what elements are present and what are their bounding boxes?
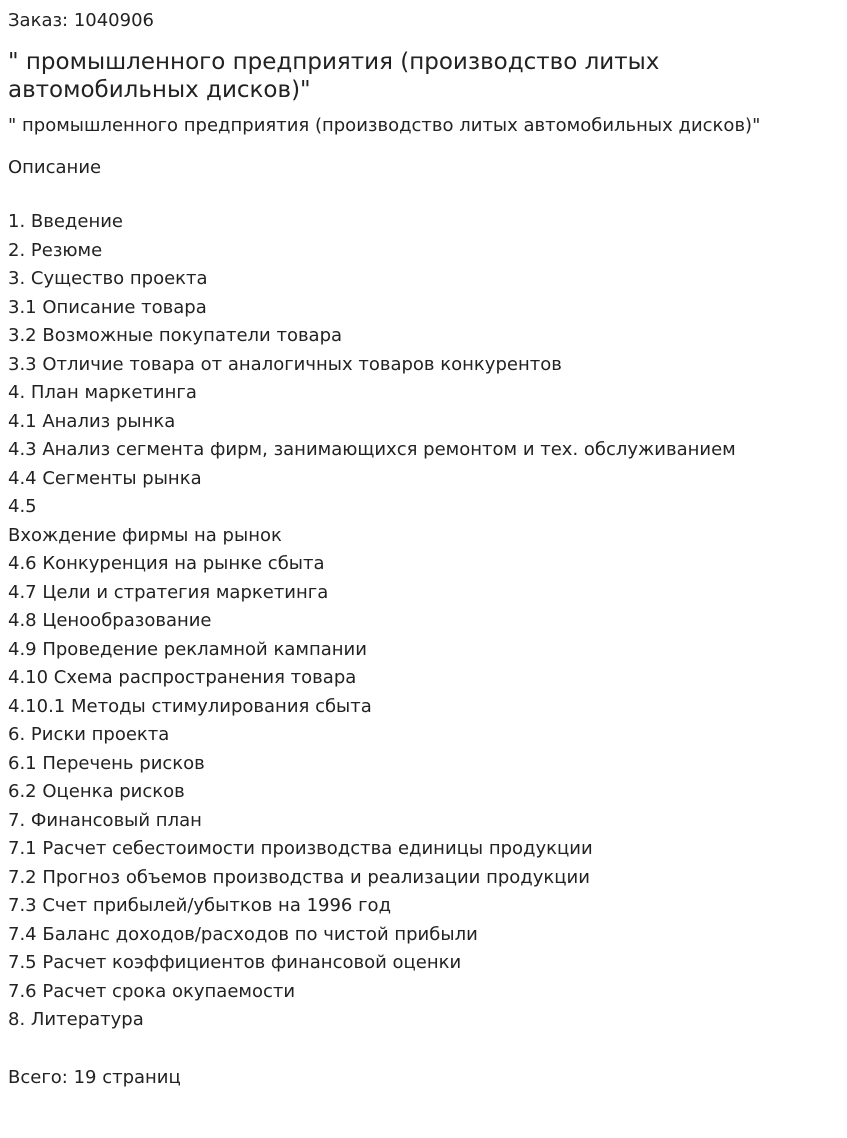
toc-item: 4.10 Схема распространения товара [8, 667, 357, 688]
toc-item: 4.8 Ценообразование [8, 610, 212, 631]
toc-item: 8. Литература [8, 1009, 144, 1030]
toc-item: 4.9 Проведение рекламной кампании [8, 638, 367, 660]
table-of-contents [8, 208, 839, 1035]
toc-item: 4.10.1 Методы стимулирования сбыта [8, 695, 372, 717]
document-title: " промышленного предприятия (производство литых автомобильных дисков)" [8, 49, 660, 103]
toc-item: 4.1 Анализ рынка [8, 410, 176, 432]
toc-item: 4. План маркетинга [8, 382, 197, 403]
toc-item: 7.5 Расчет коэффициентов финансовой оценки [8, 952, 462, 973]
total-pages: Всего: 19 страниц [8, 1066, 181, 1088]
toc-item: 3. Существо проекта [8, 268, 208, 289]
toc-item: 4.3 Анализ сегмента фирм, занимающихся ремонтом и тех. обслуживанием [8, 439, 736, 460]
toc-item: 4.6 Конкуренция на рынке сбыта [8, 553, 325, 574]
toc-item: 6.2 Оценка рисков [8, 781, 185, 802]
toc-item: 4.4 Сегменты рынка [8, 467, 202, 489]
toc-item: 6.1 Перечень рисков [8, 752, 205, 774]
toc-item: 3.1 Описание товара [8, 296, 207, 318]
description-label: Описание [8, 157, 102, 178]
order-number: Заказ: 1040906 [8, 10, 154, 31]
toc-item: 7.3 Счет прибылей/убытков на 1996 год [8, 895, 392, 916]
document-subtitle: " промышленного предприятия (производство литых автомобильных дисков)" [8, 115, 761, 136]
toc-item: 6. Риски проекта [8, 724, 170, 745]
toc-item: 2. Резюме [8, 239, 103, 261]
toc-item: 4.5 [8, 496, 37, 517]
toc-item: 3.2 Возможные покупатели товара [8, 325, 343, 346]
toc-item: 7.2 Прогноз объемов производства и реализации продукции [8, 866, 590, 888]
toc-item: 7.4 Баланс доходов/расходов по чистой прибыли [8, 923, 478, 945]
toc-item: 7.1 Расчет себестоимости производства единицы продукции [8, 838, 593, 859]
toc-item: 1. Введение [8, 211, 123, 232]
toc-item: Вхождение фирмы на рынок [8, 524, 282, 546]
toc-item: 4.7 Цели и стратегия маркетинга [8, 581, 329, 603]
toc-item: 7. Финансовый план [8, 809, 202, 831]
toc-item: 7.6 Расчет срока окупаемости [8, 980, 296, 1002]
toc-item: 3.3 Отличие товара от аналогичных товаров конкурентов [8, 353, 562, 375]
